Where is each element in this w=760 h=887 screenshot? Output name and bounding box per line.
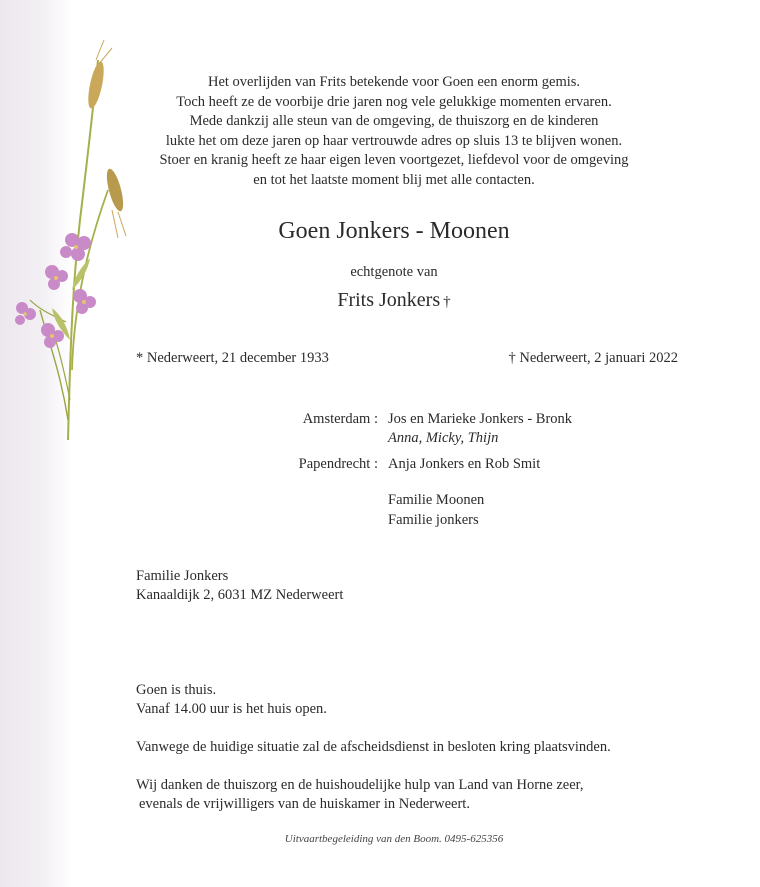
- intro-line: Het overlijden van Frits betekende voor Goen een enorm gemis.: [207, 74, 581, 90]
- funeral-director-footer: Uitvaartbegeleiding van den Boom. 0495-625356: [284, 833, 504, 845]
- relative-city-papendrecht: Papendrecht :: [298, 456, 378, 472]
- thanks-note: [136, 776, 584, 814]
- deceased-name: Goen Jonkers - Moonen: [278, 218, 510, 244]
- intro-line: Mede dankzij alle steun van de omgeving, de thuiszorg en de kinderen: [189, 113, 599, 130]
- spouse-heading: [120, 289, 668, 312]
- relative-names-amsterdam: Jos en Marieke Jonkers - Bronk: [388, 411, 573, 427]
- intro-line: en tot het laatste moment blij met alle contacten.: [253, 171, 535, 188]
- spouse-name: Frits Jonkers: [337, 289, 441, 311]
- intro-text: [120, 73, 668, 191]
- address-line: Familie Jonkers: [136, 568, 229, 584]
- cross-symbol: †: [443, 294, 451, 310]
- intro-line: lukte het om deze jaren op haar vertrouwde adres op sluis 13 te blijven wonen.: [165, 132, 623, 149]
- note-line: Wij danken de thuiszorg en de huishoudelijke hulp van Land van Horne zeer,: [136, 777, 584, 793]
- note-line: evenals de vrijwilligers van de huiskamer in Nederweert.: [139, 796, 470, 812]
- correspondence-address: [136, 567, 343, 605]
- address-line: Kanaaldijk 2, 6031 MZ Nederweert: [136, 587, 344, 603]
- relative-family-moonen: Familie Moonen: [388, 492, 485, 508]
- flower-illustration: [0, 40, 140, 460]
- death-info: † Nederweert, 2 januari 2022: [508, 350, 678, 366]
- intro-line: Stoer en kranig heeft ze haar eigen leven voortgezet, liefdevol voor de omgeving: [159, 152, 629, 169]
- service-note: Vanwege de huidige situatie zal de afscheidsdienst in besloten kring plaatsvinden.: [136, 739, 611, 755]
- relative-names-papendrecht: Anja Jonkers en Rob Smit: [388, 456, 541, 472]
- note-line: Vanaf 14.00 uur is het huis open.: [136, 701, 327, 717]
- note-line: Goen is thuis.: [136, 682, 217, 698]
- relative-family-jonkers: Familie jonkers: [388, 512, 479, 528]
- birth-info: * Nederweert, 21 december 1933: [136, 350, 329, 366]
- spouse-label: echtgenote van: [350, 264, 438, 280]
- relative-children-amsterdam: Anna, Micky, Thijn: [388, 430, 499, 446]
- intro-line: Toch heeft ze de voorbije drie jaren nog vele gelukkige momenten ervaren.: [176, 93, 612, 110]
- relative-city-amsterdam: Amsterdam :: [302, 411, 378, 427]
- home-note: [136, 681, 327, 719]
